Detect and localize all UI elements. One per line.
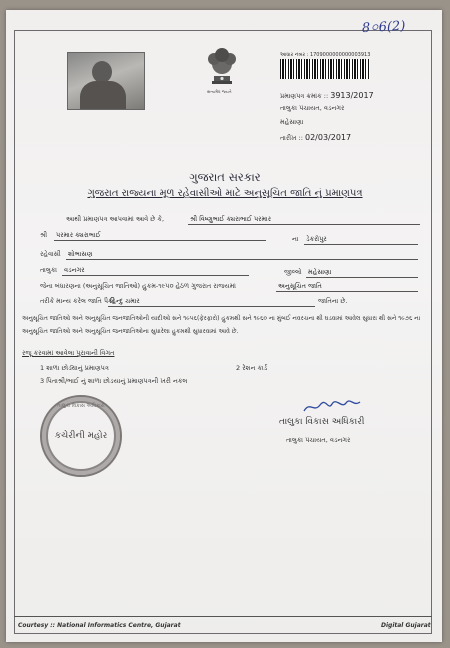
district-label: જીલ્લો [284, 268, 302, 276]
caste-label: તરીકે માન્ય કરેલ જાતિ પૈકી [40, 297, 115, 305]
state-emblem-icon [205, 42, 239, 90]
father-name: પરમાર ક્યરાભાઈ [54, 231, 266, 241]
certificate-title: ગુજરાત રાજ્યના મૂળ રહેવાસીઓ માટે અનુસૂચિત જાતિ નું પ્રમાણપત્ર [87, 188, 363, 199]
document-item: 1 શાળા છોડ્યાનું પ્રમાણપત્ર [40, 364, 109, 372]
category-value: અનુસૂચિત જાતિ [276, 282, 418, 292]
issuer-district: મહેસાણા [280, 118, 304, 126]
footer-divider [14, 616, 432, 617]
caste-value: હિન્દુ ચમાર [108, 297, 315, 307]
order-text: જેના બંધારણના (અનુસૂચિત જાતિઓ) હુકમ-૧૯૫૦ હેઠળ ગુજરાત રાજયમાં [40, 282, 236, 290]
applicant-photo [67, 52, 145, 110]
father-prefix: શ્રી [40, 231, 48, 239]
signatory-title: તાલુકા વિકાસ અધિકારી [279, 417, 365, 427]
emblem-motto: સત્યમેવ જયતે [207, 89, 232, 94]
resident-value: શોભાસણ [66, 250, 418, 260]
taluka-label: તાલુકા [40, 266, 57, 274]
intro-label: આથી પ્રમાણપત્ર આપવામાં આવે છે કે, [66, 215, 165, 223]
document-item: 2 રેશન કાર્ડ [236, 364, 268, 372]
barcode-number: આધાર નંબર : 1709000000000003913 [280, 52, 371, 58]
document-item: 3 પિતાશ્રી/ભાઈ નું શાળા છોડયાનું પ્રમાણપત્રની ખરી નકલ [40, 377, 188, 385]
resident-label: રહેવાસી [40, 250, 61, 258]
taluka-value: વડનગર [62, 266, 249, 276]
barcode [280, 59, 370, 79]
certificate-number: પ્રમાણપત્ર ક્રમાંક :: 3913/2017 [280, 91, 374, 100]
handwritten-reference: 8০6(2) [361, 18, 406, 37]
legal-paragraph: અનુસૂચિત જાતિઓ અને અનુસૂચિત જનજાતિઓની યાદીઓ સને ૧૯૫૬(ફેરફારો) હુકમથી સને ૧૯૬૦ ના મુંબઈ નવરચના થી ઘડવામાં આવેલ સુધારા થી સને ૧૯૭૬ ના અનુસૂચિત જાતિઓ અને અનુસૂચિત જનજાતિઓના સુધારેલા હુકમથી સુધારવામાં આવે છે. [22, 315, 421, 335]
issuer-office: તાલુકા પંચાયત, વડનગર [280, 104, 345, 112]
signature-icon [302, 399, 362, 415]
documents-heading: રજૂ કરવામાં આવેલા પુરાવાની વિગત [22, 349, 115, 357]
footer-credit: Courtesy :: National Informatics Centre, Gujarat [18, 622, 181, 629]
office-seal: તાલુકા વિકાસ અધિકારી કચેરીની મહોર [40, 395, 122, 477]
caste-suffix: જાતિના છે. [318, 297, 348, 305]
signatory-office: તાલુકા પંચાયત, વડનગર [286, 436, 351, 444]
of-label: ના [292, 235, 299, 243]
district-value: મહેસાણા [306, 268, 418, 278]
applicant-name: શ્રી વિષ્ણુભાઈ ક્યરાભાઈ પરમાર [188, 215, 420, 225]
village-name: ડેકરોપુર [304, 235, 418, 245]
certificate-date: તારીખ :: 02/03/2017 [280, 133, 352, 142]
government-title: ગુજરાત સરકાર [189, 170, 261, 184]
footer-brand: Digital Gujarat [381, 622, 431, 629]
